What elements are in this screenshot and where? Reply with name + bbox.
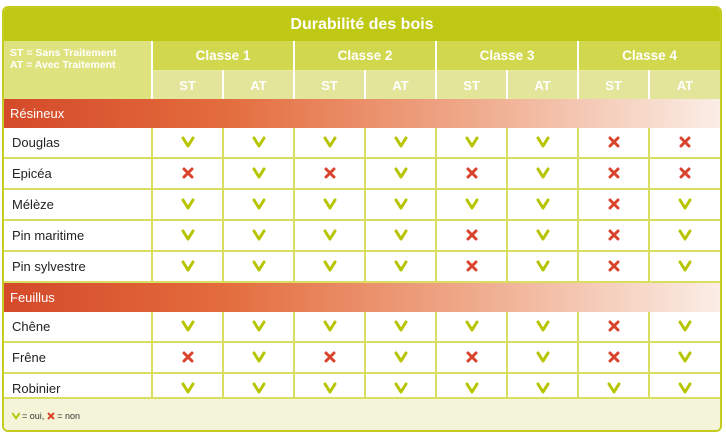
section-row bbox=[4, 282, 720, 312]
durability-cell bbox=[436, 312, 507, 342]
check-icon bbox=[252, 229, 266, 241]
cross-icon bbox=[607, 198, 621, 210]
cross-icon bbox=[181, 351, 195, 363]
wood-name: Pin sylvestre bbox=[4, 251, 152, 282]
check-icon bbox=[394, 260, 408, 272]
cross-icon bbox=[181, 167, 195, 179]
class-header: Classe 2 bbox=[294, 41, 436, 71]
cross-icon bbox=[607, 136, 621, 148]
check-icon bbox=[394, 320, 408, 332]
durability-cell bbox=[436, 189, 507, 220]
cross-icon bbox=[607, 229, 621, 241]
durability-cell bbox=[649, 158, 720, 189]
sub-header: AT bbox=[649, 71, 720, 100]
abbrev-at: AT = Avec Traitement bbox=[10, 59, 116, 71]
check-icon bbox=[252, 260, 266, 272]
table-row bbox=[4, 312, 720, 342]
table-body bbox=[4, 99, 720, 403]
check-icon bbox=[323, 260, 337, 272]
durability-cell bbox=[436, 158, 507, 189]
durability-cell bbox=[365, 342, 436, 373]
check-icon bbox=[678, 260, 692, 272]
durability-cell bbox=[365, 312, 436, 342]
durability-cell bbox=[294, 189, 365, 220]
durability-cell bbox=[649, 128, 720, 158]
section-label: Résineux bbox=[4, 99, 720, 128]
check-icon bbox=[181, 260, 195, 272]
check-icon bbox=[536, 198, 550, 210]
sub-header: ST bbox=[578, 71, 649, 100]
durability-cell bbox=[507, 312, 578, 342]
check-icon bbox=[12, 412, 20, 420]
check-icon bbox=[678, 198, 692, 210]
check-icon bbox=[181, 229, 195, 241]
durability-cell bbox=[507, 189, 578, 220]
check-icon bbox=[536, 136, 550, 148]
durability-cell bbox=[649, 312, 720, 342]
table-row bbox=[4, 158, 720, 189]
check-icon bbox=[678, 229, 692, 241]
durability-table-card bbox=[2, 6, 722, 432]
check-icon bbox=[465, 382, 479, 394]
cross-icon bbox=[323, 351, 337, 363]
cross-icon bbox=[607, 320, 621, 332]
legend-yes-label: = oui, bbox=[22, 410, 45, 421]
table-row bbox=[4, 251, 720, 282]
durability-cell bbox=[365, 128, 436, 158]
wood-name: Robinier bbox=[4, 373, 152, 403]
durability-cell bbox=[365, 189, 436, 220]
check-icon bbox=[678, 320, 692, 332]
table-row bbox=[4, 189, 720, 220]
check-icon bbox=[252, 351, 266, 363]
check-icon bbox=[394, 198, 408, 210]
wood-name: Epicéa bbox=[4, 158, 152, 189]
durability-cell bbox=[649, 189, 720, 220]
check-icon bbox=[465, 136, 479, 148]
section-label: Feuillus bbox=[4, 282, 720, 312]
durability-cell bbox=[649, 220, 720, 251]
sub-header: AT bbox=[365, 71, 436, 100]
class-header: Classe 3 bbox=[436, 41, 578, 71]
check-icon bbox=[536, 260, 550, 272]
check-icon bbox=[394, 351, 408, 363]
durability-cell bbox=[578, 342, 649, 373]
check-icon bbox=[607, 382, 621, 394]
durability-cell bbox=[507, 128, 578, 158]
check-icon bbox=[394, 229, 408, 241]
class-header: Classe 1 bbox=[152, 41, 294, 71]
wood-name: Douglas bbox=[4, 128, 152, 158]
check-icon bbox=[465, 198, 479, 210]
durability-cell bbox=[223, 189, 294, 220]
check-icon bbox=[394, 167, 408, 179]
cross-icon bbox=[678, 167, 692, 179]
durability-cell bbox=[507, 342, 578, 373]
durability-cell bbox=[578, 220, 649, 251]
abbrev-st: ST = Sans Traitement bbox=[10, 47, 117, 59]
durability-cell bbox=[649, 251, 720, 282]
cross-icon bbox=[607, 351, 621, 363]
durability-cell bbox=[436, 251, 507, 282]
durability-cell bbox=[294, 158, 365, 189]
durability-cell bbox=[436, 128, 507, 158]
check-icon bbox=[323, 136, 337, 148]
durability-cell bbox=[649, 342, 720, 373]
sub-header: ST bbox=[294, 71, 365, 100]
check-icon bbox=[536, 320, 550, 332]
table-title: Durabilité des bois bbox=[4, 8, 720, 41]
check-icon bbox=[678, 351, 692, 363]
durability-cell bbox=[152, 158, 223, 189]
durability-cell bbox=[578, 128, 649, 158]
check-icon bbox=[252, 198, 266, 210]
check-icon bbox=[181, 382, 195, 394]
cross-icon bbox=[323, 167, 337, 179]
durability-cell bbox=[152, 128, 223, 158]
durability-cell bbox=[294, 312, 365, 342]
durability-cell bbox=[294, 251, 365, 282]
durability-cell bbox=[436, 342, 507, 373]
cross-icon bbox=[465, 167, 479, 179]
section-row bbox=[4, 99, 720, 128]
durability-cell bbox=[152, 220, 223, 251]
table-row bbox=[4, 342, 720, 373]
durability-cell bbox=[578, 251, 649, 282]
durability-cell bbox=[294, 220, 365, 251]
cross-icon bbox=[47, 412, 55, 420]
check-icon bbox=[252, 382, 266, 394]
durability-cell bbox=[578, 158, 649, 189]
table-row bbox=[4, 220, 720, 251]
check-icon bbox=[536, 382, 550, 394]
check-icon bbox=[323, 320, 337, 332]
durability-cell bbox=[365, 251, 436, 282]
check-icon bbox=[536, 229, 550, 241]
durability-cell bbox=[365, 158, 436, 189]
check-icon bbox=[323, 382, 337, 394]
wood-name: Frêne bbox=[4, 342, 152, 373]
durability-table bbox=[4, 41, 720, 403]
cross-icon bbox=[465, 229, 479, 241]
check-icon bbox=[252, 320, 266, 332]
cross-icon bbox=[607, 167, 621, 179]
durability-cell bbox=[152, 342, 223, 373]
durability-cell bbox=[223, 312, 294, 342]
check-icon bbox=[394, 136, 408, 148]
class-header: Classe 4 bbox=[578, 41, 720, 71]
check-icon bbox=[252, 167, 266, 179]
check-icon bbox=[394, 382, 408, 394]
durability-cell bbox=[223, 158, 294, 189]
check-icon bbox=[678, 382, 692, 394]
check-icon bbox=[536, 167, 550, 179]
check-icon bbox=[181, 136, 195, 148]
sub-header: ST bbox=[436, 71, 507, 100]
durability-cell bbox=[152, 189, 223, 220]
check-icon bbox=[465, 320, 479, 332]
check-icon bbox=[181, 198, 195, 210]
durability-cell bbox=[507, 220, 578, 251]
sub-header: AT bbox=[507, 71, 578, 100]
durability-cell bbox=[294, 128, 365, 158]
durability-cell bbox=[578, 189, 649, 220]
check-icon bbox=[252, 136, 266, 148]
durability-cell bbox=[223, 220, 294, 251]
check-icon bbox=[323, 198, 337, 210]
cross-icon bbox=[678, 136, 692, 148]
durability-cell bbox=[223, 128, 294, 158]
cross-icon bbox=[465, 351, 479, 363]
legend-no bbox=[47, 411, 80, 421]
wood-name: Mélèze bbox=[4, 189, 152, 220]
legend-no-label: = non bbox=[57, 410, 81, 421]
legend-yes bbox=[12, 411, 44, 421]
durability-cell bbox=[223, 251, 294, 282]
durability-cell bbox=[152, 251, 223, 282]
durability-cell bbox=[578, 312, 649, 342]
symbol-legend bbox=[4, 397, 722, 432]
durability-cell bbox=[507, 251, 578, 282]
cross-icon bbox=[607, 260, 621, 272]
wood-name: Chêne bbox=[4, 312, 152, 342]
durability-cell bbox=[365, 220, 436, 251]
durability-cell bbox=[436, 220, 507, 251]
durability-cell bbox=[152, 312, 223, 342]
check-icon bbox=[323, 229, 337, 241]
durability-cell bbox=[507, 158, 578, 189]
check-icon bbox=[536, 351, 550, 363]
table-row bbox=[4, 128, 720, 158]
sub-header: AT bbox=[223, 71, 294, 100]
sub-header: ST bbox=[152, 71, 223, 100]
cross-icon bbox=[465, 260, 479, 272]
durability-cell bbox=[223, 342, 294, 373]
durability-cell bbox=[294, 342, 365, 373]
wood-name: Pin maritime bbox=[4, 220, 152, 251]
abbreviation-legend bbox=[4, 41, 152, 99]
check-icon bbox=[181, 320, 195, 332]
